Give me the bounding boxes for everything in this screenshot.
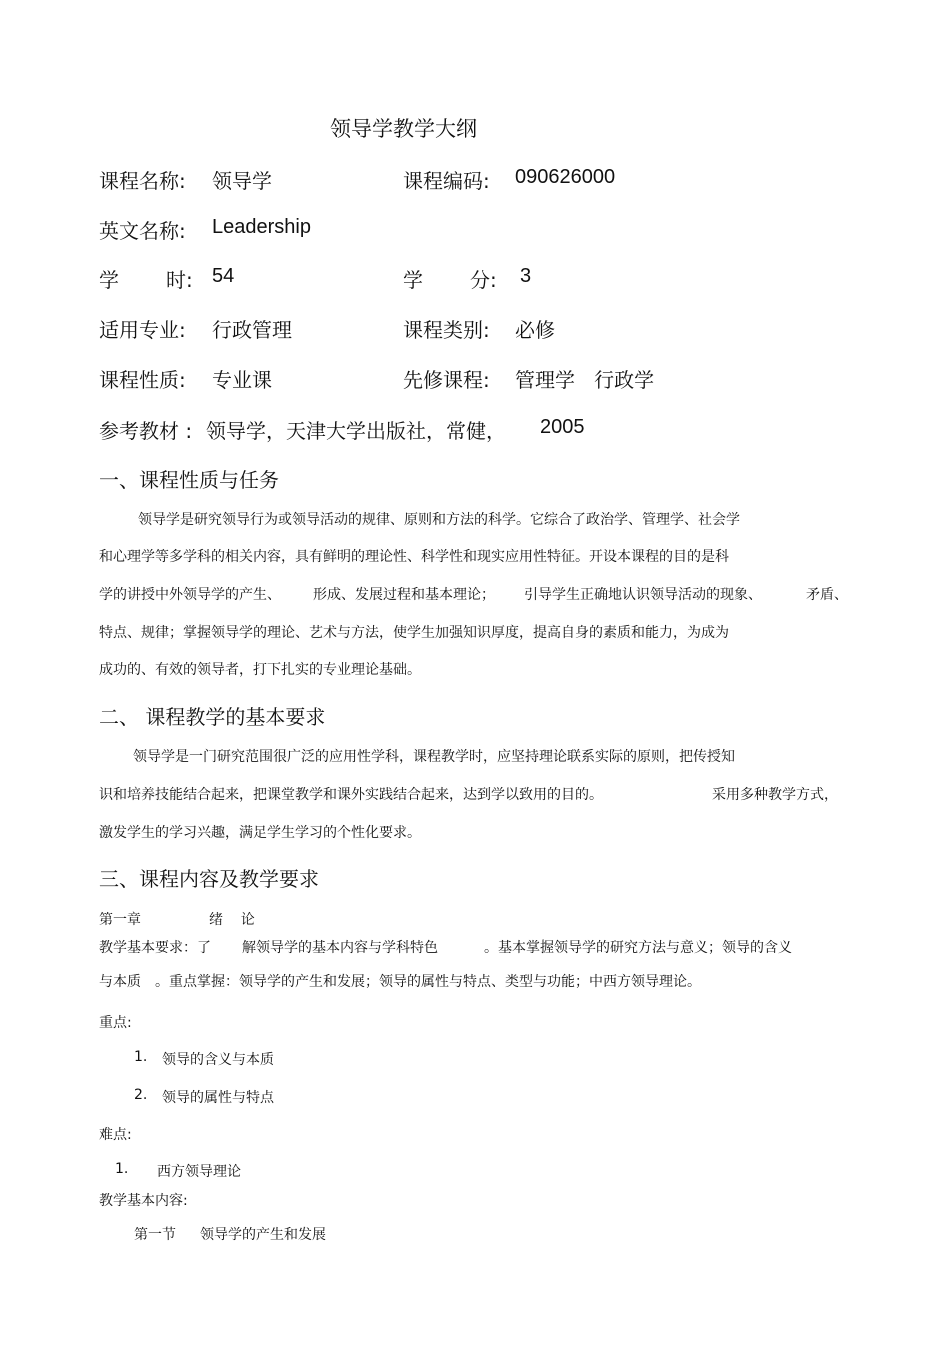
textbook-year: 2005 bbox=[540, 416, 585, 438]
list-item-number: 2. bbox=[134, 1087, 148, 1103]
list-item-number: 1. bbox=[134, 1049, 148, 1065]
hours-label-first: 学 bbox=[99, 268, 119, 292]
document-title: 领导学教学大纲 bbox=[330, 117, 477, 141]
requirements-text: 与本质 bbox=[99, 974, 141, 990]
section-heading: 二、 课程教学的基本要求 bbox=[99, 705, 326, 729]
prerequisite-value: 管理学 行政学 bbox=[515, 368, 655, 392]
chapter-title: 绪 论 bbox=[209, 912, 255, 928]
paragraph-line: 激发学生的学习兴趣，满足学生学习的个性化要求。 bbox=[99, 825, 421, 841]
credits-value: 3 bbox=[520, 265, 532, 287]
credits-label-first: 学 bbox=[403, 268, 423, 292]
nature-value: 专业课 bbox=[212, 368, 272, 392]
paragraph-line: 学的讲授中外领导学的产生、 bbox=[99, 587, 281, 603]
section-heading: 一、课程性质与任务 bbox=[99, 468, 279, 492]
section-title: 领导学的产生和发展 bbox=[200, 1227, 326, 1243]
requirements-text: 。重点掌握：领导学的产生和发展；领导的属性与特点、类型与功能；中西方领导理论。 bbox=[155, 974, 701, 990]
list-item: 领导的含义与本质 bbox=[162, 1052, 274, 1068]
textbook-label: 参考教材 : bbox=[99, 419, 193, 443]
list-item: 西方领导理论 bbox=[157, 1164, 241, 1180]
paragraph-line: 领导学是研究领导行为或领导活动的规律、原则和方法的科学。它综合了政治学、管理学、社会学 bbox=[138, 512, 740, 528]
list-item-number: 1. bbox=[115, 1161, 129, 1177]
credits-label-second: 分: bbox=[470, 268, 497, 292]
paragraph-line: 识和培养技能结合起来，把课堂教学和课外实践结合起来，达到学以致用的目的。 bbox=[99, 787, 603, 803]
paragraph-line: 形成、发展过程和基本理论； bbox=[313, 587, 495, 603]
textbook-value: 领导学，天津大学出版社，常健， bbox=[206, 419, 506, 443]
section-heading: 三、课程内容及教学要求 bbox=[99, 867, 319, 891]
paragraph-line: 成功的、有效的领导者，打下扎实的专业理论基础。 bbox=[99, 662, 421, 678]
hours-label-second: 时: bbox=[166, 268, 193, 292]
category-label: 课程类别: bbox=[403, 318, 490, 342]
difficult-points-label: 难点: bbox=[99, 1127, 132, 1143]
list-item: 领导的属性与特点 bbox=[162, 1090, 274, 1106]
requirements-text: 。基本掌握领导学的研究方法与意义；领导的含义 bbox=[484, 940, 792, 956]
requirements-text: 教学基本要求：了 bbox=[99, 940, 211, 956]
requirements-text: 解领导学的基本内容与学科特色 bbox=[242, 940, 438, 956]
course-name-value: 领导学 bbox=[212, 169, 272, 193]
section-number: 第一节 bbox=[134, 1227, 176, 1243]
course-name-label: 课程名称: bbox=[99, 169, 186, 193]
major-value: 行政管理 bbox=[212, 318, 292, 342]
paragraph-line: 矛盾、 bbox=[806, 587, 848, 603]
english-name-value: Leadership bbox=[212, 216, 311, 238]
nature-label: 课程性质: bbox=[99, 368, 186, 392]
paragraph-line: 引导学生正确地认识领导活动的现象、 bbox=[524, 587, 762, 603]
hours-value: 54 bbox=[212, 265, 235, 287]
course-code-label: 课程编码: bbox=[403, 169, 490, 193]
course-code-value: 090626000 bbox=[515, 166, 616, 188]
chapter-label: 第一章 bbox=[99, 912, 141, 928]
paragraph-line: 领导学是一门研究范围很广泛的应用性学科，课程教学时，应坚持理论联系实际的原则，把传授知 bbox=[133, 749, 735, 765]
category-value: 必修 bbox=[515, 318, 555, 342]
paragraph-line: 特点、规律；掌握领导学的理论、艺术与方法，使学生加强知识厚度，提高自身的素质和能力，为成为 bbox=[99, 625, 729, 641]
major-label: 适用专业: bbox=[99, 318, 186, 342]
content-label: 教学基本内容: bbox=[99, 1193, 188, 1209]
prerequisite-label: 先修课程: bbox=[403, 368, 490, 392]
key-points-label: 重点: bbox=[99, 1015, 132, 1031]
paragraph-line: 采用多种教学方式， bbox=[712, 787, 838, 803]
paragraph-line: 和心理学等多学科的相关内容，具有鲜明的理论性、科学性和现实应用性特征。开设本课程的目的是科 bbox=[99, 549, 729, 565]
english-name-label: 英文名称: bbox=[99, 219, 186, 243]
